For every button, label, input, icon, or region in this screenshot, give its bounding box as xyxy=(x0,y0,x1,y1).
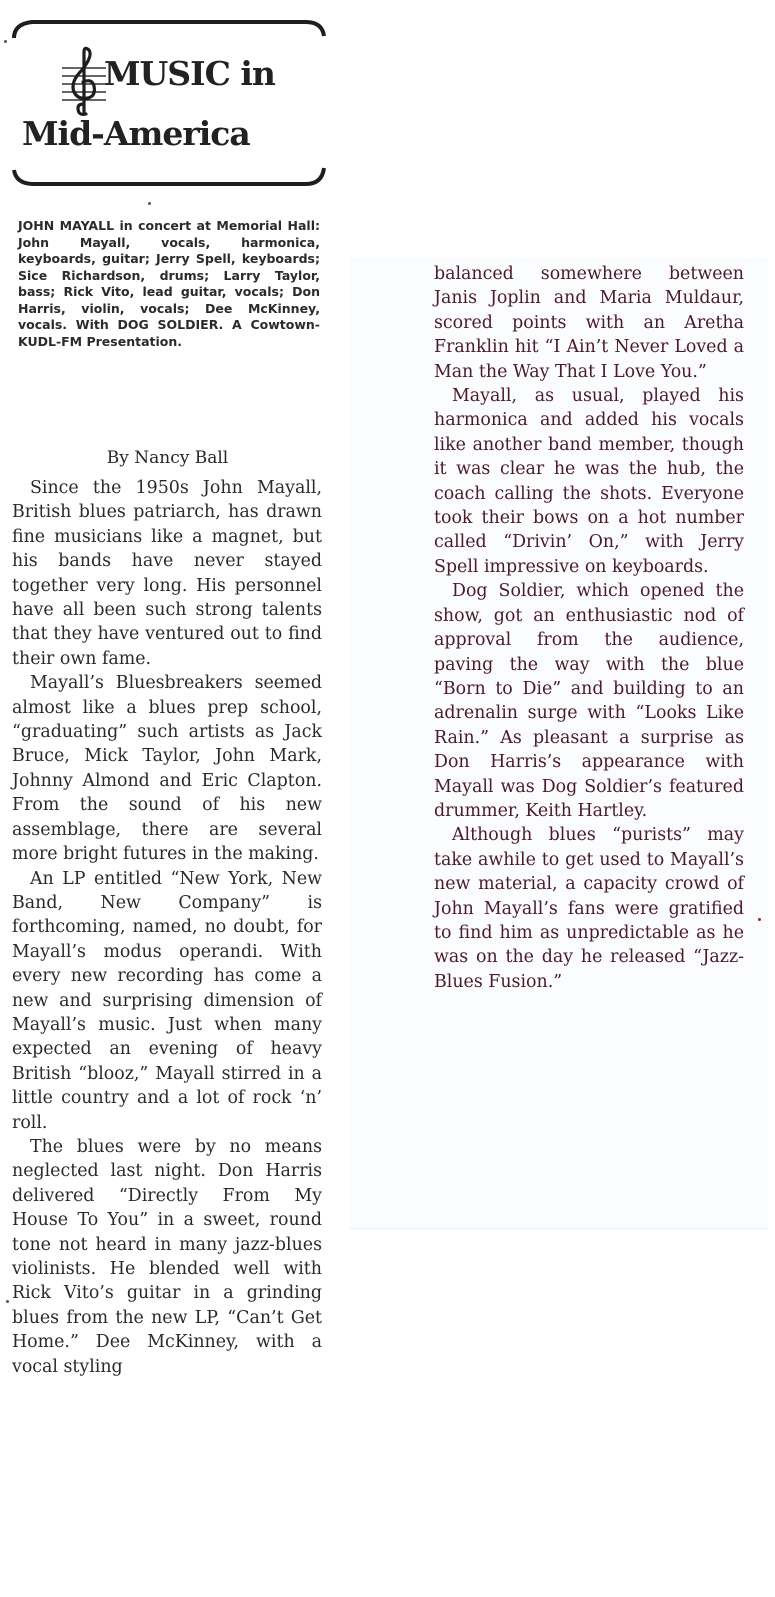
masthead-title-line1: MUSIC in xyxy=(104,54,275,93)
paragraph: An LP entitled “New York, New Band, New Company” is forthcoming, named, no doubt, for Mayall’s modus operandi. With every new recording has come a new and surprising dimension of Mayall’s music. Just when many expected an evening of heavy British “blooz,” Mayall stirred in a little country and a lot of rock ‘n’ roll. xyxy=(12,868,322,1133)
treble-clef-icon xyxy=(62,46,106,118)
scan-speck xyxy=(148,202,151,205)
scan-speck xyxy=(4,40,7,43)
paragraph: The blues were by no means neglected last night. Don Harris delivered “Directly From My House To You” in a sweet, round tone not heard in many jazz-blues violinists. He blended well with Rick Vito’s guitar in a grinding blues from the new LP, “Can’t Get Home.” Dee McKinney, with a vocal styling xyxy=(12,1136,322,1377)
masthead-frame xyxy=(10,8,328,188)
paragraph-continuation: balanced somewhere between Janis Joplin and Maria Muldaur, scored points with an Aretha Franklin hit “I Ain’t Never Loved a Man the Way That I Love You.” xyxy=(434,264,744,382)
masthead-title-line2: Mid-America xyxy=(22,114,250,153)
masthead xyxy=(10,8,328,188)
paragraph: Mayall’s Bluesbreakers seemed almost like a blues prep school, “graduating” such artists as Jack Bruce, Mick Taylor, John Mark, Johnny Almond and Eric Clapton. From the sound of his new assemblage, there are several more bright futures in the making. xyxy=(12,673,322,865)
byline: By Nancy Ball xyxy=(106,448,229,468)
article-column-left xyxy=(12,476,322,1379)
scan-speck xyxy=(758,918,761,921)
scan-speck xyxy=(6,1300,9,1303)
paragraph: Mayall, as usual, played his harmonica and added his vocals like another band member, though it was clear he was the hub, the coach calling the shots. Everyone took their bows on a hot number called “Drivin’ On,” with Jerry Spell impressive on keyboards. xyxy=(434,386,744,577)
paragraph: Since the 1950s John Mayall, British blues patriarch, has drawn fine musicians like a magnet, but his bands have never stayed together very long. His personnel have all been such strong talents that they have ventured out to find their own fame. xyxy=(12,478,322,669)
concert-credits: JOHN MAYALL in concert at Memorial Hall: John Mayall, vocals, harmonica, keyboards, guitar; Jerry Spell, keyboards; Sice Richardson, drums; Larry Taylor, bass; Rick Vito, lead guitar, vocals; Don Harris, violin, vocals; Dee McKinney, vocals. With DOG SOLDIER. A Cowtown-KUDL-FM Presentation. xyxy=(18,218,320,349)
article-column-right xyxy=(434,262,744,994)
paragraph: Dog Soldier, which opened the show, got an enthusiastic nod of approval from the audience, paving the way with the blue “Born to Die” and building to an adrenalin surge with “Looks Like Rain.” As pleasant a surprise as Don Harris’s appearance with Mayall was Dog Soldier’s featured drummer, Keith Hartley. xyxy=(434,581,744,821)
paragraph: Although blues “purists” may take awhile to get used to Mayall’s new material, a capacity crowd of John Mayall’s fans were gratified to find him as unpredictable as he was on the day he released “Jazz-Blues Fusion.” xyxy=(434,825,744,992)
